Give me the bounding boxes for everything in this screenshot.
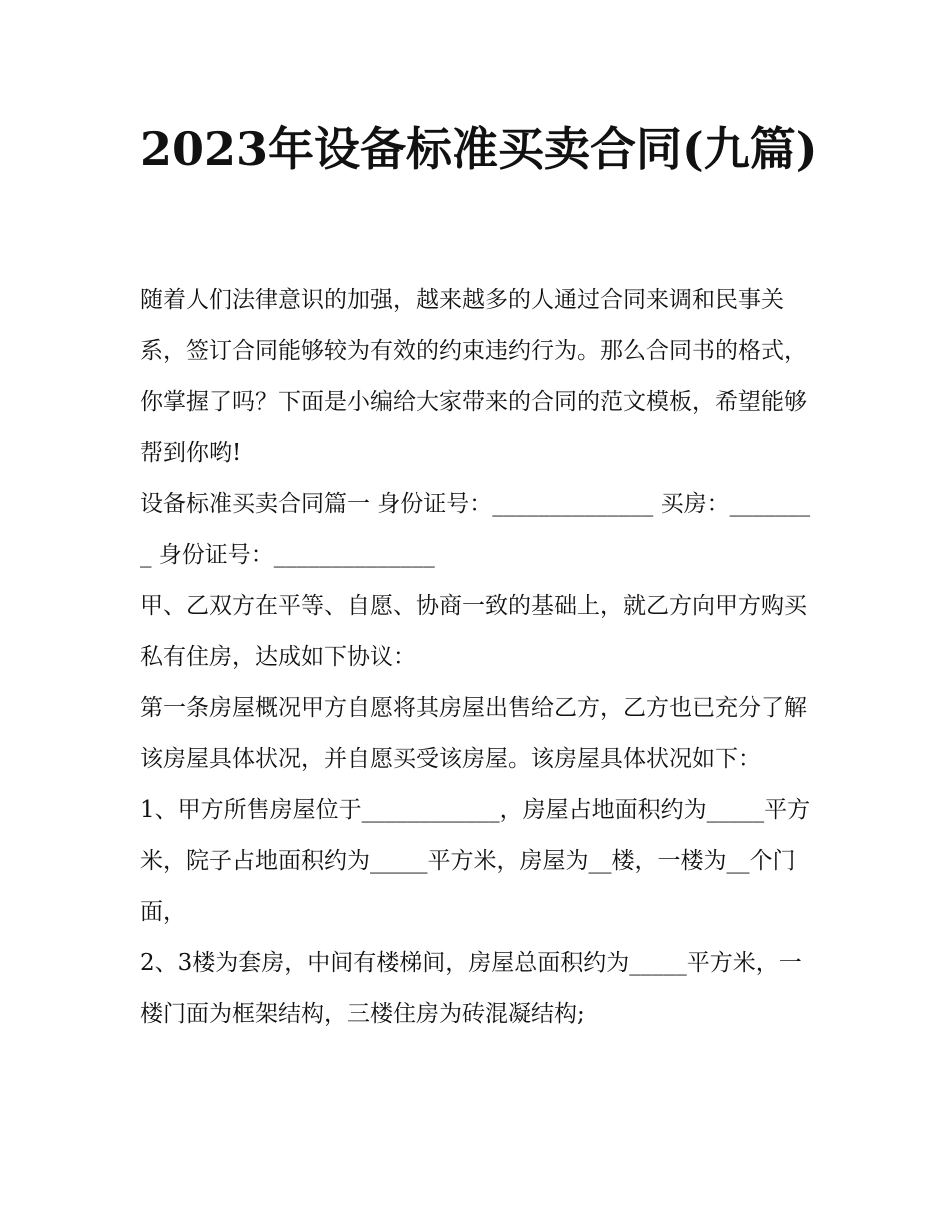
- clause-two-paragraph: 2、3楼为套房，中间有楼梯间，房屋总面积约为_____平方米，一楼门面为框架结构，三楼住房为砖混凝结构;: [140, 950, 802, 1027]
- document-body: [140, 275, 820, 1040]
- clause-one-paragraph: 1、甲方所售房屋位于____________，房屋占地面积约为_____平方米，院子占地面积约为_____平方米，房屋为__楼，一楼为__个门面，: [140, 797, 811, 925]
- agreement-paragraph: 甲、乙双方在平等、自愿、协商一致的基础上，就乙方向甲方购买私有住房，达成如下协议：: [140, 593, 807, 670]
- intro-paragraph: 随着人们法律意识的加强，越来越多的人通过合同来调和民事关系，签订合同能够较为有效的约束违约行为。那么合同书的格式，你掌握了吗？下面是小编给大家带来的合同的范文模板，希望能够帮到你哟!: [140, 287, 807, 466]
- document-title: 2023年设备标准买卖合同(九篇): [140, 122, 818, 176]
- article-one-paragraph: 第一条房屋概况甲方自愿将其房屋出售给乙方，乙方也已充分了解该房屋具体状况，并自愿买受该房屋。该房屋具体状况如下：: [140, 695, 807, 772]
- party-info-paragraph: 设备标准买卖合同篇一 身份证号：______________ 买房：________ 身份证号：______________: [140, 491, 811, 568]
